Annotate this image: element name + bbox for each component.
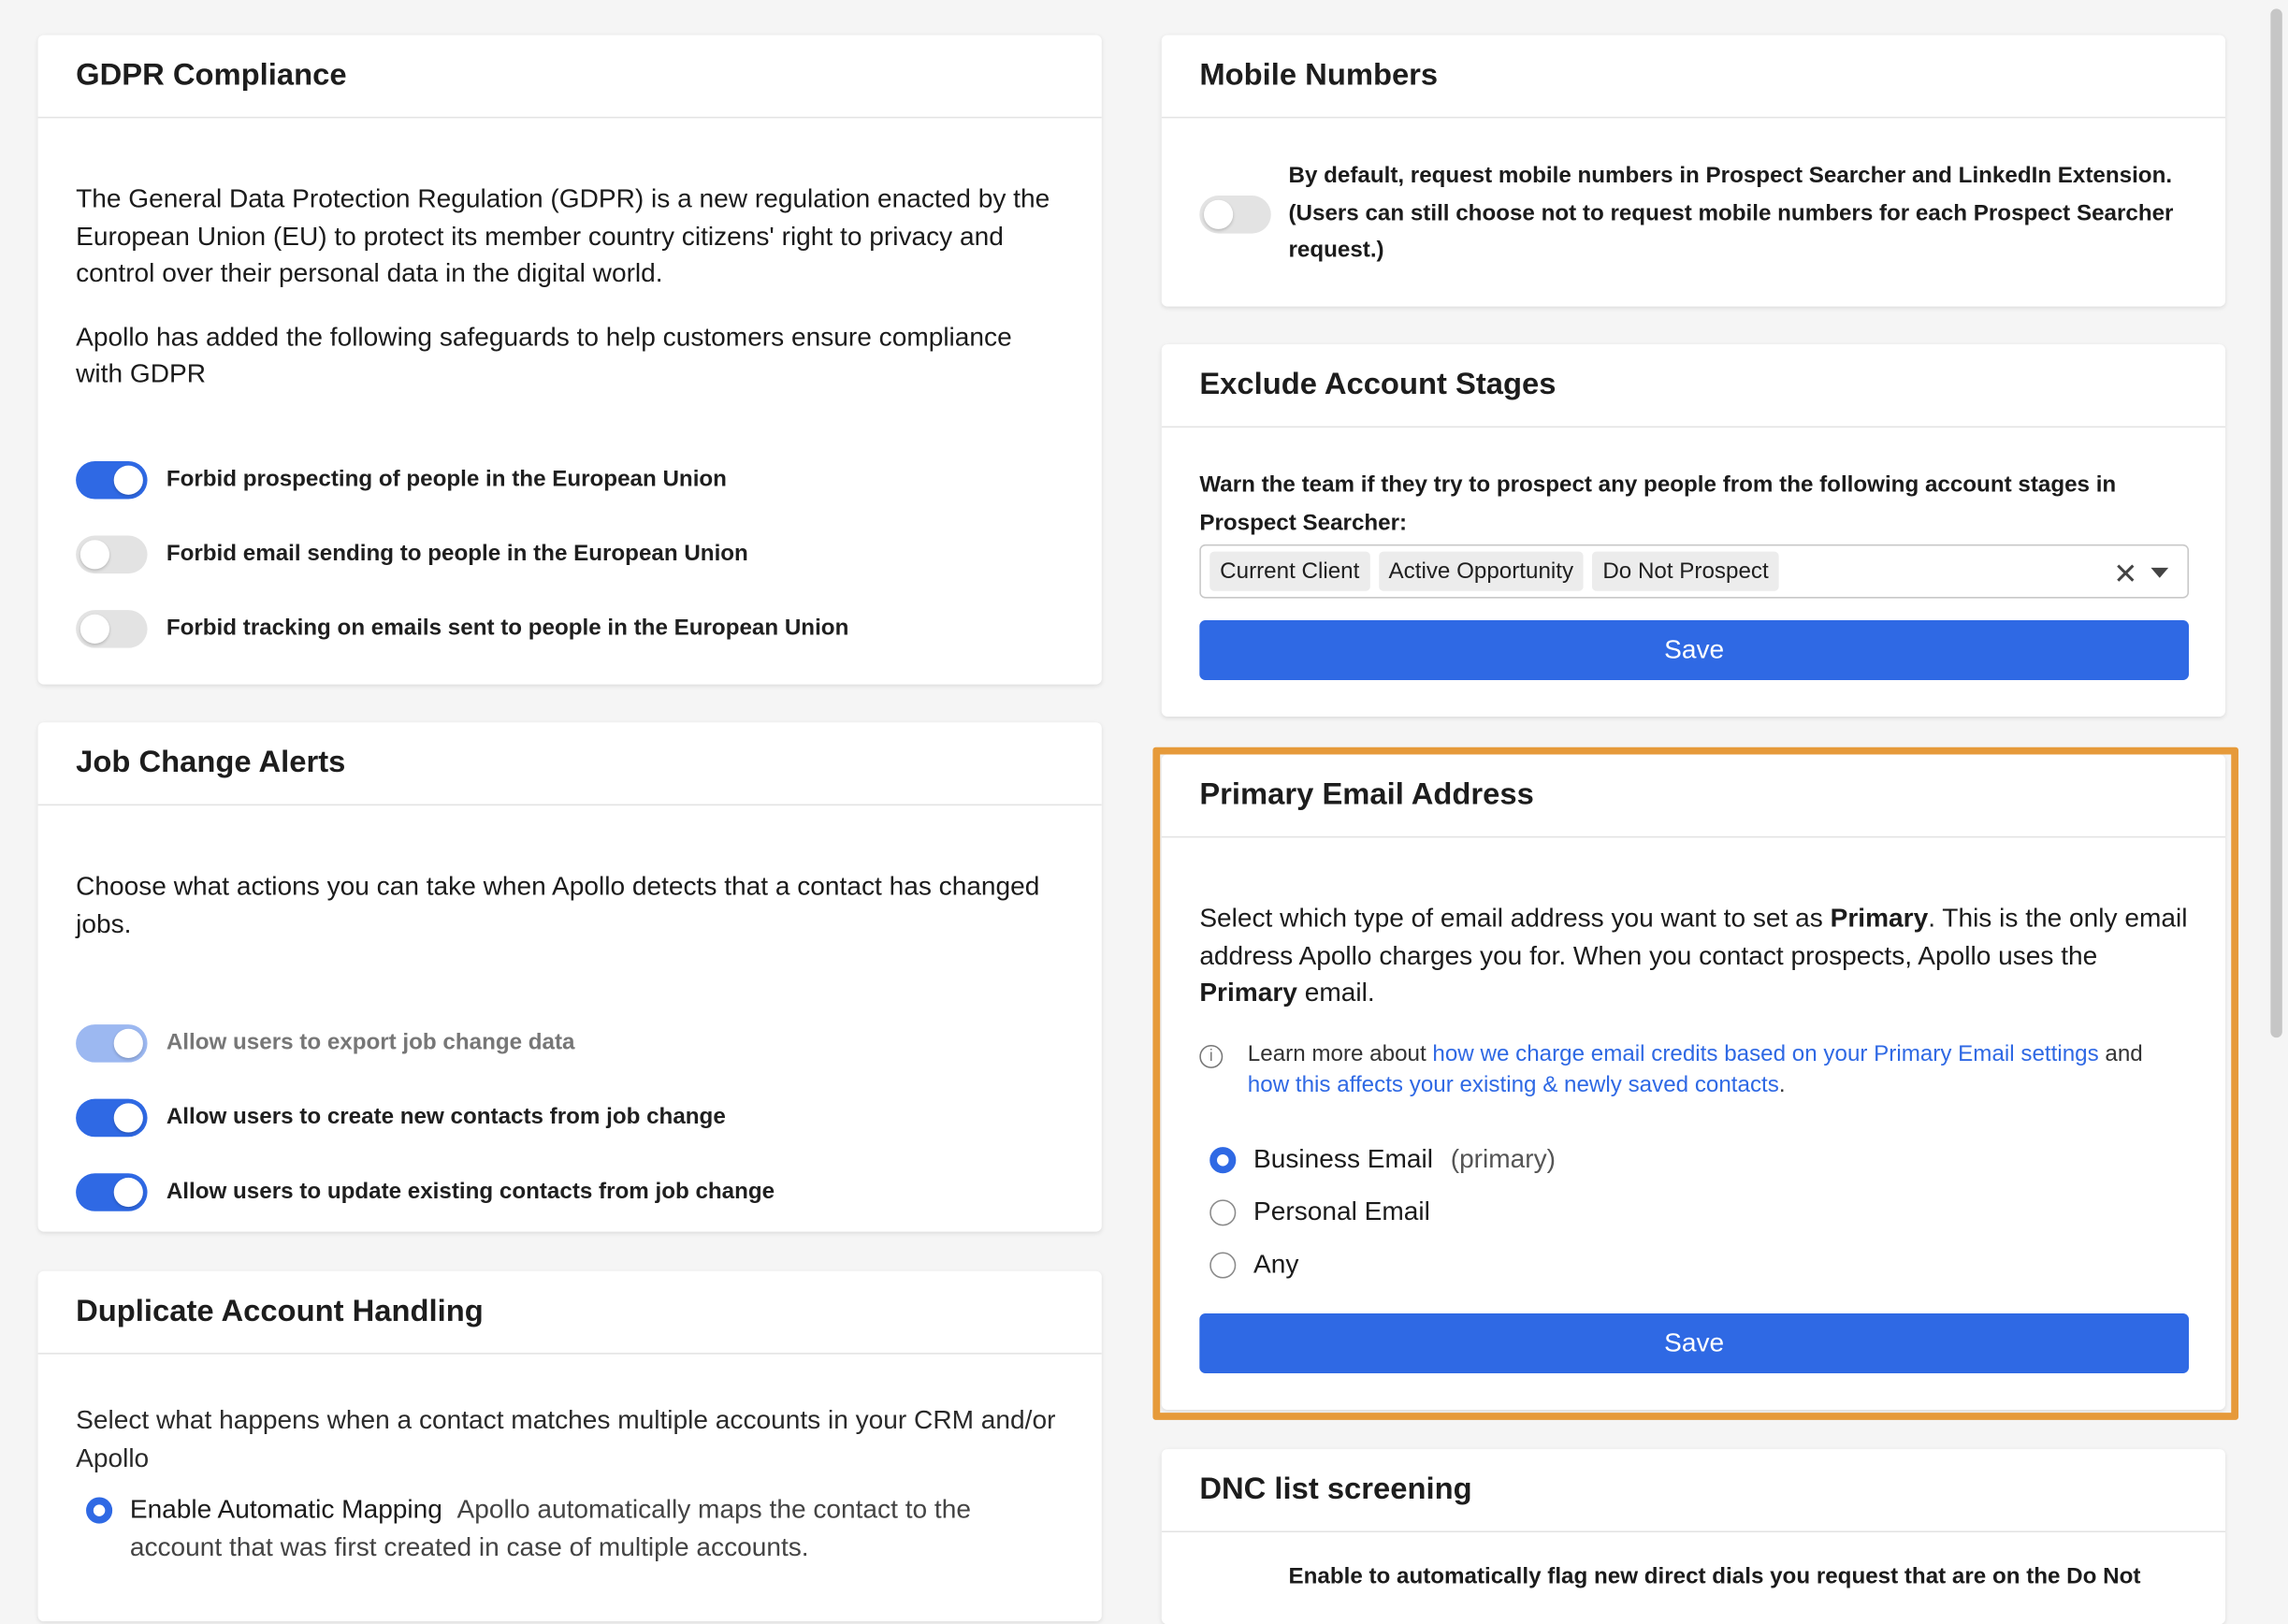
primary-email-save-button[interactable]: Save: [1199, 1313, 2189, 1373]
dnc-text: Enable to automatically flag new direct dials you request that are on the Do Not: [1288, 1564, 2141, 1589]
mobile-title: Mobile Numbers: [1162, 35, 2225, 118]
email-credits-link[interactable]: how we charge email credits based on your Primary Email settings: [1432, 1041, 2099, 1066]
gdpr-tracking-label: Forbid tracking on emails sent to people in the European Union: [166, 615, 849, 641]
exclude-title: Exclude Account Stages: [1162, 344, 2225, 428]
auto-mapping-radio[interactable]: [86, 1498, 112, 1524]
primary-email-description: Select which type of email address you want to set as Primary. This is the only email address Apollo charges you for. When you contact prospects, Apollo uses the Primary email.: [1199, 903, 2188, 1008]
clear-icon[interactable]: ✕: [2113, 558, 2138, 591]
saved-contacts-link[interactable]: how this affects your existing & newly saved contacts: [1247, 1071, 1779, 1097]
job-change-title: Job Change Alerts: [38, 722, 1102, 805]
gdpr-toggle-row-prospecting[interactable]: [76, 459, 1064, 500]
mobile-text: By default, request mobile numbers in Prospect Searcher and LinkedIn Extension. (Users can still choose not to request mobile numbers for each Prospect Searcher request.): [1288, 163, 2174, 263]
auto-mapping-desc: Apollo automatically maps the contact to the account that was first created in case of multiple accounts.: [129, 1494, 971, 1561]
dnc-card: [1162, 1449, 2225, 1624]
gdpr-safeguards: Apollo has added the following safeguards to help customers ensure compliance with GDPR: [76, 321, 1012, 388]
exclude-text: Warn the team if they try to prospect any people from the following account stages in Prospect Searcher:: [1199, 472, 2117, 535]
job-create-row[interactable]: [76, 1097, 1064, 1138]
gdpr-prospecting-label: Forbid prospecting of people in the European Union: [166, 466, 727, 491]
duplicate-title: Duplicate Account Handling: [38, 1271, 1102, 1355]
job-update-label: Allow users to update existing contacts from job change: [166, 1179, 775, 1204]
job-update-toggle[interactable]: [76, 1173, 147, 1211]
primary-tag: (primary): [1450, 1144, 1557, 1174]
gdpr-intro: The General Data Protection Regulation (GDPR) is a new regulation enacted by the European Union (EU) to protect its member country citizens' right to privacy and control over their personal data in the digital world.: [76, 183, 1050, 288]
learn-more-text: Learn more about how we charge email credits based on your Primary Email settings and how this affects your existing & newly saved contacts.: [1247, 1041, 2143, 1097]
auto-mapping-option[interactable]: [76, 1491, 1064, 1566]
gdpr-tracking-toggle[interactable]: [76, 609, 147, 647]
page-scrollbar[interactable]: [2270, 8, 2281, 1037]
gdpr-toggle-row-email[interactable]: [76, 533, 1064, 574]
mobile-toggle[interactable]: [1199, 196, 1270, 234]
chip-do-not-prospect[interactable]: Do Not Prospect: [1592, 552, 1778, 591]
exclude-card: [1162, 344, 2225, 717]
mobile-card: [1162, 35, 2225, 306]
job-export-label: Allow users to export job change data: [166, 1030, 575, 1055]
account-stages-select[interactable]: [1199, 544, 2189, 599]
gdpr-prospecting-toggle[interactable]: [76, 460, 147, 499]
info-icon: i: [1199, 1044, 1223, 1067]
gdpr-email-toggle[interactable]: [76, 535, 147, 573]
chevron-down-icon[interactable]: [2150, 568, 2168, 578]
job-export-row: [76, 1023, 1064, 1065]
job-update-row[interactable]: [76, 1172, 1064, 1213]
job-change-intro: Choose what actions you can take when Apollo detects that a contact has changed jobs.: [76, 871, 1040, 938]
primary-email-highlight: [1152, 747, 2238, 1420]
job-create-label: Allow users to create new contacts from job change: [166, 1104, 726, 1130]
chip-current-client[interactable]: Current Client: [1209, 552, 1369, 591]
gdpr-email-label: Forbid email sending to people in the European Union: [166, 540, 748, 566]
job-create-toggle[interactable]: [76, 1099, 147, 1138]
duplicate-intro: Select what happens when a contact matches multiple accounts in your CRM and/or Apollo: [76, 1405, 1056, 1472]
duplicate-card: [38, 1271, 1102, 1621]
gdpr-toggle-row-tracking[interactable]: [76, 608, 1064, 649]
chip-active-opportunity[interactable]: Active Opportunity: [1379, 552, 1584, 591]
exclude-save-button[interactable]: Save: [1199, 620, 2189, 680]
gdpr-card: [38, 35, 1102, 684]
dnc-title: DNC list screening: [1162, 1449, 2225, 1532]
job-change-card: [38, 722, 1102, 1231]
business-email-label: Business Email: [1253, 1144, 1433, 1174]
job-export-toggle: [76, 1024, 147, 1063]
any-email-label: Any: [1253, 1249, 1299, 1279]
auto-mapping-label: Enable Automatic Mapping: [129, 1494, 442, 1524]
personal-email-label: Personal Email: [1253, 1196, 1430, 1226]
primary-email-title: Primary Email Address: [1162, 755, 2225, 838]
gdpr-title: GDPR Compliance: [38, 35, 1102, 118]
